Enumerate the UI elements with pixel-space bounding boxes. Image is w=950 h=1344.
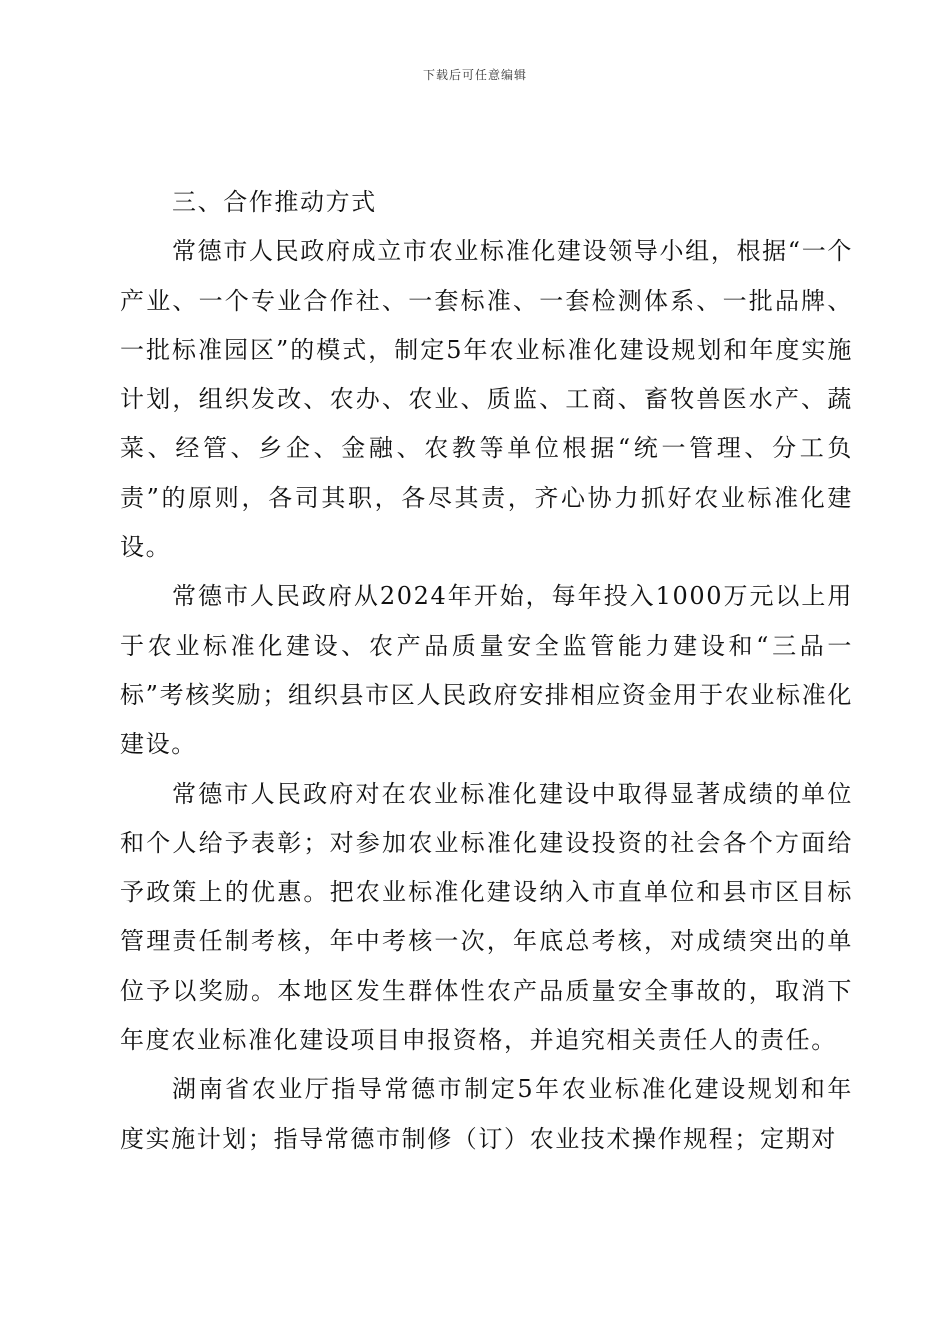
section-heading: 三、合作推动方式: [172, 188, 377, 216]
paragraph-funding: 常德市人民政府从2024年开始，每年投入1000万元以上用于农业标准化建设、农产品质量安全监管能力建设和“三品一标”考核奖励；组织县市区人民政府安排相应资金用于农业标准化建设。: [120, 582, 853, 759]
document-body: [120, 178, 853, 1164]
paragraph-provincial-guidance: 湖南省农业厅指导常德市制定5年农业标准化建设规划和年度实施计划；指导常德市制修（订）农业技术操作规程；定期对: [120, 1075, 853, 1153]
page-header-note: 下载后可任意编辑: [422, 68, 527, 82]
paragraph-leadership-group: 常德市人民政府成立市农业标准化建设领导小组，根据“一个产业、一个专业合作社、一套标准、一套检测体系、一批品牌、一批标准园区”的模式，制定5年农业标准化建设规划和年度实施计划，组织发改、农办、农业、质监、工商、畜牧兽医水产、蔬菜、经管、乡企、金融、农教等单位根据“统一管理、分工负责”的原则，各司其职，各尽其责，齐心协力抓好农业标准化建设。: [120, 237, 853, 562]
paragraph-rewards: 常德市人民政府对在农业标准化建设中取得显著成绩的单位和个人给予表彰；对参加农业标准化建设投资的社会各个方面给予政策上的优惠。把农业标准化建设纳入市直单位和县市区目标管理责任制考核，年中考核一次，年底总考核，对成绩突出的单位予以奖励。本地区发生群体性农产品质量安全事故的，取消下年度农业标准化建设项目申报资格，并追究相关责任人的责任。: [120, 779, 853, 1055]
